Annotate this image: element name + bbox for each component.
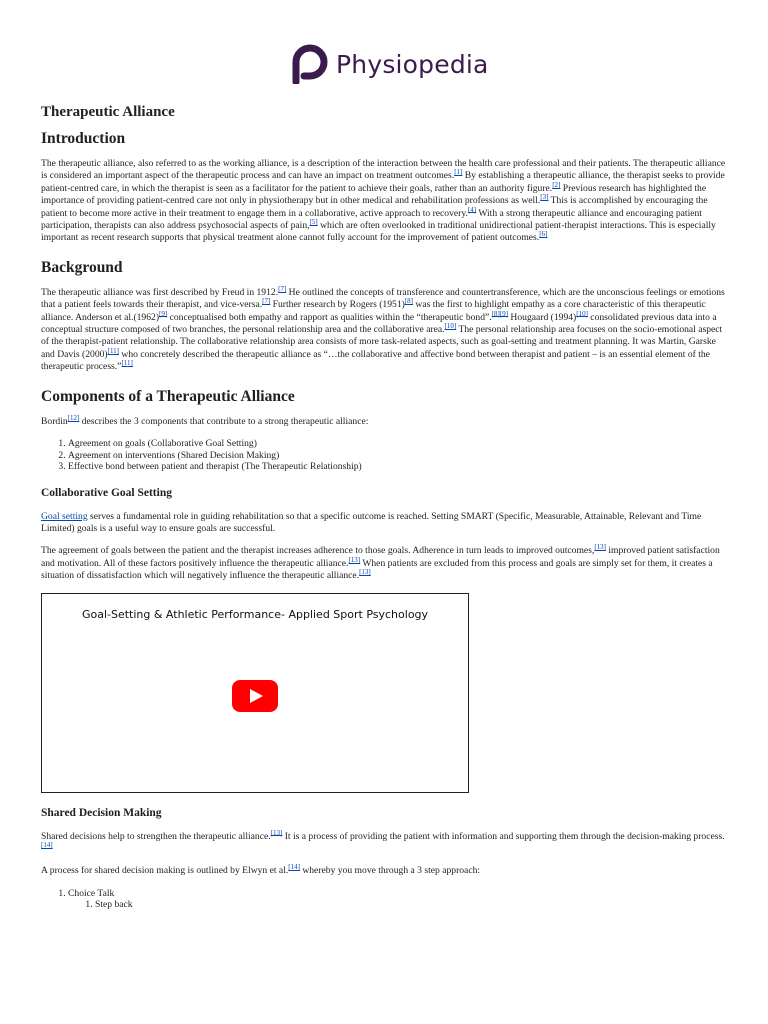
citation-link[interactable]: [6] — [539, 230, 548, 239]
physiopedia-logo[interactable] — [292, 44, 489, 84]
introduction-heading: Introduction — [41, 130, 126, 147]
citation-link[interactable]: [12] — [67, 413, 80, 422]
citation-link[interactable]: [10] — [444, 321, 457, 330]
video-title[interactable]: Goal-Setting & Athletic Performance- Applied Sport Psychology — [81, 607, 429, 621]
citation-link[interactable]: [8] — [491, 309, 500, 318]
list-item: 2. Agreement on interventions (Shared Decision Making) — [68, 450, 727, 462]
shared-decision-paragraph-2: A process for shared decision making is outlined by Elwyn et al.[14] whereby you move through a 3 step approach: — [41, 863, 481, 877]
sub-list-item: 1. Step back — [95, 899, 727, 911]
citation-link[interactable]: [3] — [540, 193, 549, 202]
citation-link[interactable]: [8] — [404, 297, 413, 306]
list-item: 1. Choice Talk 1. Step back — [68, 888, 727, 911]
sub-list — [68, 899, 727, 911]
list-item: 1. Agreement on goals (Collaborative Goal Setting) — [68, 438, 727, 450]
goal-setting-paragraph-2: The agreement of goals between the patient and the therapist increases adherence to those goals. Adherence in turn leads to improved outcomes,[13] improved patient satisfaction and motivation. All of these factors positively influence the therapeutic alliance.[13] When patients are excluded from this process and goals are simply set for them, it creates a situation of dissatisfaction which will negatively influence the therapeutic alliance.[13] — [41, 543, 720, 582]
goal-setting-link[interactable]: Goal setting — [41, 510, 88, 522]
background-heading: Background — [41, 258, 123, 276]
page-title: Therapeutic Alliance — [41, 104, 175, 120]
logo-text: Physiopedia — [336, 49, 489, 79]
video-embed[interactable] — [41, 593, 469, 793]
citation-link[interactable]: [11] — [121, 359, 133, 368]
list-item: 3. Effective bond between patient and therapist (The Therapeutic Relationship) — [68, 461, 727, 473]
background-paragraph: The therapeutic alliance was first described by Freud in 1912.[7] He outlined the concepts of transference and countertransference, which are the unconscious feelings or emotions that a patient feels towards their therapist, and vice-versa.[7] Further research by Rogers (1951)[8] was the first to highlight empathy as a core characteristic of this therapeutic alliance. Anderson et al.(1962)[9] conceptualised both empathy and rapport as qualities within the “therapeutic bond”.[8][9] Hougaard (1994)[10] consolidated previous data into a conceptual structure composed of two branches, the personal relationship area and the collaborative area.[10] The personal relationship area focuses on the socio-emotional aspect of the therapist-patient relationship. The collaborative relationship area consists of more task-related aspects, such as goal-setting and treatment planning. It was Martin, Garske and Davis (2000)[11] who concretely described the therapeutic alliance as “…the collaborative and affective bond between therapist and patient – is an essential element of the therapeutic process.”[11] — [41, 284, 725, 373]
citation-link[interactable]: [13] — [348, 555, 361, 564]
components-heading: Components of a Therapeutic Alliance — [41, 387, 295, 405]
shared-decision-heading: Shared Decision Making — [41, 806, 162, 819]
citation-link[interactable]: [7] — [278, 284, 287, 293]
citation-link[interactable]: [1] — [454, 168, 463, 177]
citation-link[interactable]: [14] — [41, 840, 53, 849]
youtube-play-icon[interactable] — [232, 680, 278, 712]
goal-setting-heading: Collaborative Goal Setting — [41, 486, 172, 499]
citation-link[interactable]: [13] — [359, 568, 371, 577]
citation-link[interactable]: [11] — [107, 346, 120, 355]
shared-decision-paragraph-1: Shared decisions help to strengthen the therapeutic alliance.[13] It is a process of providing the patient with information and supporting them through the decision-making process.[14] — [41, 828, 725, 849]
citation-link[interactable]: [7] — [262, 297, 271, 306]
citation-link[interactable]: [2] — [552, 180, 561, 189]
citation-link[interactable]: [10] — [576, 309, 588, 318]
goal-setting-paragraph-1: Goal setting serves a fundamental role in guiding rehabilitation so that a specific outcome is reached. Setting SMART (Specific, Measurable, Attainable, Relevant and Time Limited) goals is a useful way to ensure goals are successful. — [41, 510, 702, 534]
citation-link[interactable]: [14] — [288, 863, 300, 872]
citation-link[interactable]: [9] — [499, 309, 509, 318]
components-list — [41, 438, 727, 473]
citation-link[interactable]: [9] — [159, 309, 168, 318]
physiopedia-logo-icon — [292, 44, 328, 84]
citation-link[interactable]: [4] — [467, 205, 477, 214]
shared-decision-steps — [41, 888, 727, 911]
citation-link[interactable]: [5] — [309, 217, 318, 226]
citation-link[interactable]: [13] — [270, 828, 283, 837]
article-content — [41, 104, 727, 921]
components-intro: Bordin[12] describes the 3 components that contribute to a strong therapeutic alliance: — [41, 413, 369, 427]
citation-link[interactable]: [13] — [594, 543, 606, 552]
introduction-paragraph: The therapeutic alliance, also referred to as the working alliance, is a description of the interaction between the health care professional and their patients. The therapeutic alliance is considered an important aspect of the therapeutic process and can have an impact on treatment outcomes.[1] By establishing a therapeutic alliance, the therapist seeks to provide patient-centred care, in which the therapist is seen as a facilitator for the patient to achieve their goals, rather than an authority figure.[2] Previous research has highlighted the importance of providing patient-centred care not only in physiotherapy but in other medical and rehabilitation professions as well.[3] This is accomplished by encouraging the patient to become more active in their treatment to engage them in a collaborative, active approach to recovery.[4] With a strong therapeutic alliance and encouraging patient participation, therapists can also address psychosocial aspects of pain,[5] which are often overlooked in traditional unidirectional patient-therapist interactions. This is especially important as recent research supports that physical treatment alone cannot fully account for the improvement of patient outcomes.[6] — [41, 158, 726, 244]
